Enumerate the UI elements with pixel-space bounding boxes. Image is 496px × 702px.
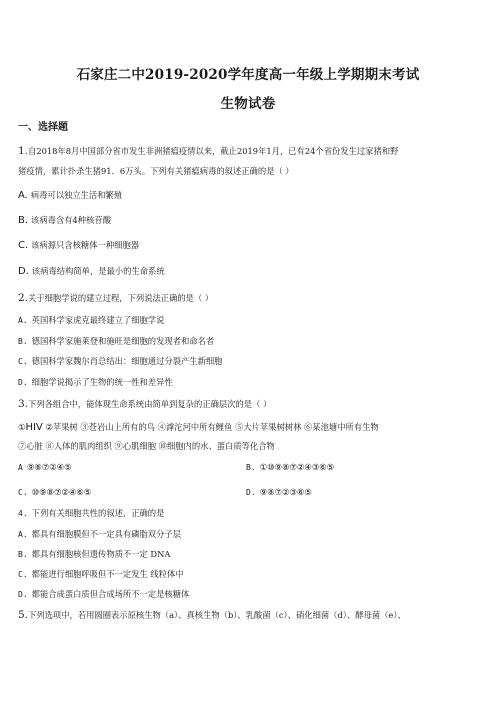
exam-title: 石家庄二中2019-2020学年度高一年级上学期期末考试 [76, 67, 420, 83]
exam-subtitle: 生物试卷 [220, 96, 276, 112]
q1-option-d: D. 该病毒结构简单，是最小的生命系统 [18, 266, 165, 277]
q4-stem: 4. 下列有关细胞共性的叙述，正确的是 [18, 508, 165, 518]
q3-items-line2: ⑦心脏 ⑧人体的肌肉组织 ⑨心肌细胞 ⑩细胞内的水、蛋白质等化合物 [18, 441, 275, 451]
q3-stem: 3.下列各组合中，能体现生命系统由简单到复杂的正确层次的是（ ） [18, 398, 272, 410]
q3-option-d: D. ⑨⑧⑦②③⑥⑤ [246, 487, 312, 497]
q5-number: 5. [18, 609, 29, 621]
q2-option-a: A. 英国科学家虎克最终建立了细胞学说 [18, 315, 165, 325]
q3-number: 3. [18, 398, 29, 410]
q1-number: 1. [18, 145, 29, 157]
q3-option-a: A ⑨⑧⑦②④⑤ [18, 462, 72, 472]
q4-option-a: A. 都具有细胞膜但不一定具有磷脂双分子层 [18, 529, 181, 539]
q1-stem-line1 [18, 146, 398, 157]
q2-stem: 2.关于细胞学说的建立过程，下列说法正确的是（ ） [18, 292, 214, 304]
q2-option-c: C. 德国科学家魏尔肖总结出：细胞通过分裂产生新细胞 [18, 356, 223, 366]
q4-option-d: D. 都能合成蛋白质但合成场所不一定是核糖体 [18, 589, 190, 599]
q4-option-c: C. 都能进行细胞呼吸但不一定发生 线粒体中 [18, 569, 184, 579]
q2-option-d: D. 细胞学说揭示了生物的统一性和差异性 [18, 377, 173, 387]
q4-number: 4. [18, 509, 28, 518]
q1-text-1: 自2018年8月中国部分省市发生非洲猪瘟疫情以来，截止2019年1月，已有24个省份发生过家猪和野 [28, 146, 399, 156]
section-heading: 一、选择题 [18, 122, 68, 133]
q5-stem: 5.下列选项中，若用圆圈表示原核生物（a）、真核生物（b）、乳酸菌（c）、硝化细菌（d）、酵母菌（e）、 [18, 609, 406, 621]
q3-items-line1: ①HIV ②苹果树 ③苍岩山上所有的鸟 ④滹沱河中所有鲤鱼 ⑤大片苹果树树林 ⑥某池塘中所有生物 [18, 422, 379, 433]
q4-option-b: B. 都具有细胞核但遗传物质不一定 DNA [18, 549, 171, 559]
q3-option-c: C. ⑩⑨⑧⑦②④⑥⑤ [18, 487, 92, 497]
q2-option-b: B. 德国科学家施莱登和施旺是细胞的发现者和命名者 [18, 336, 215, 346]
q2-number: 2. [18, 292, 29, 304]
q3-option-b: B. ①⑩⑨⑧⑦②④③⑥⑤ [246, 462, 335, 472]
q1-option-c: C. 该病源只含核糖体一种细胞器 [18, 240, 140, 251]
q1-option-b: B. 该病毒含有4种核苷酸 [18, 215, 111, 226]
q1-stem-line2: 猪疫情，累计扑杀生猪91．6万头。下列有关猪瘟病毒的叙述正确的是（ ） [18, 166, 294, 176]
q1-option-a: A. 病毒可以独立生活和繁殖 [18, 190, 123, 201]
